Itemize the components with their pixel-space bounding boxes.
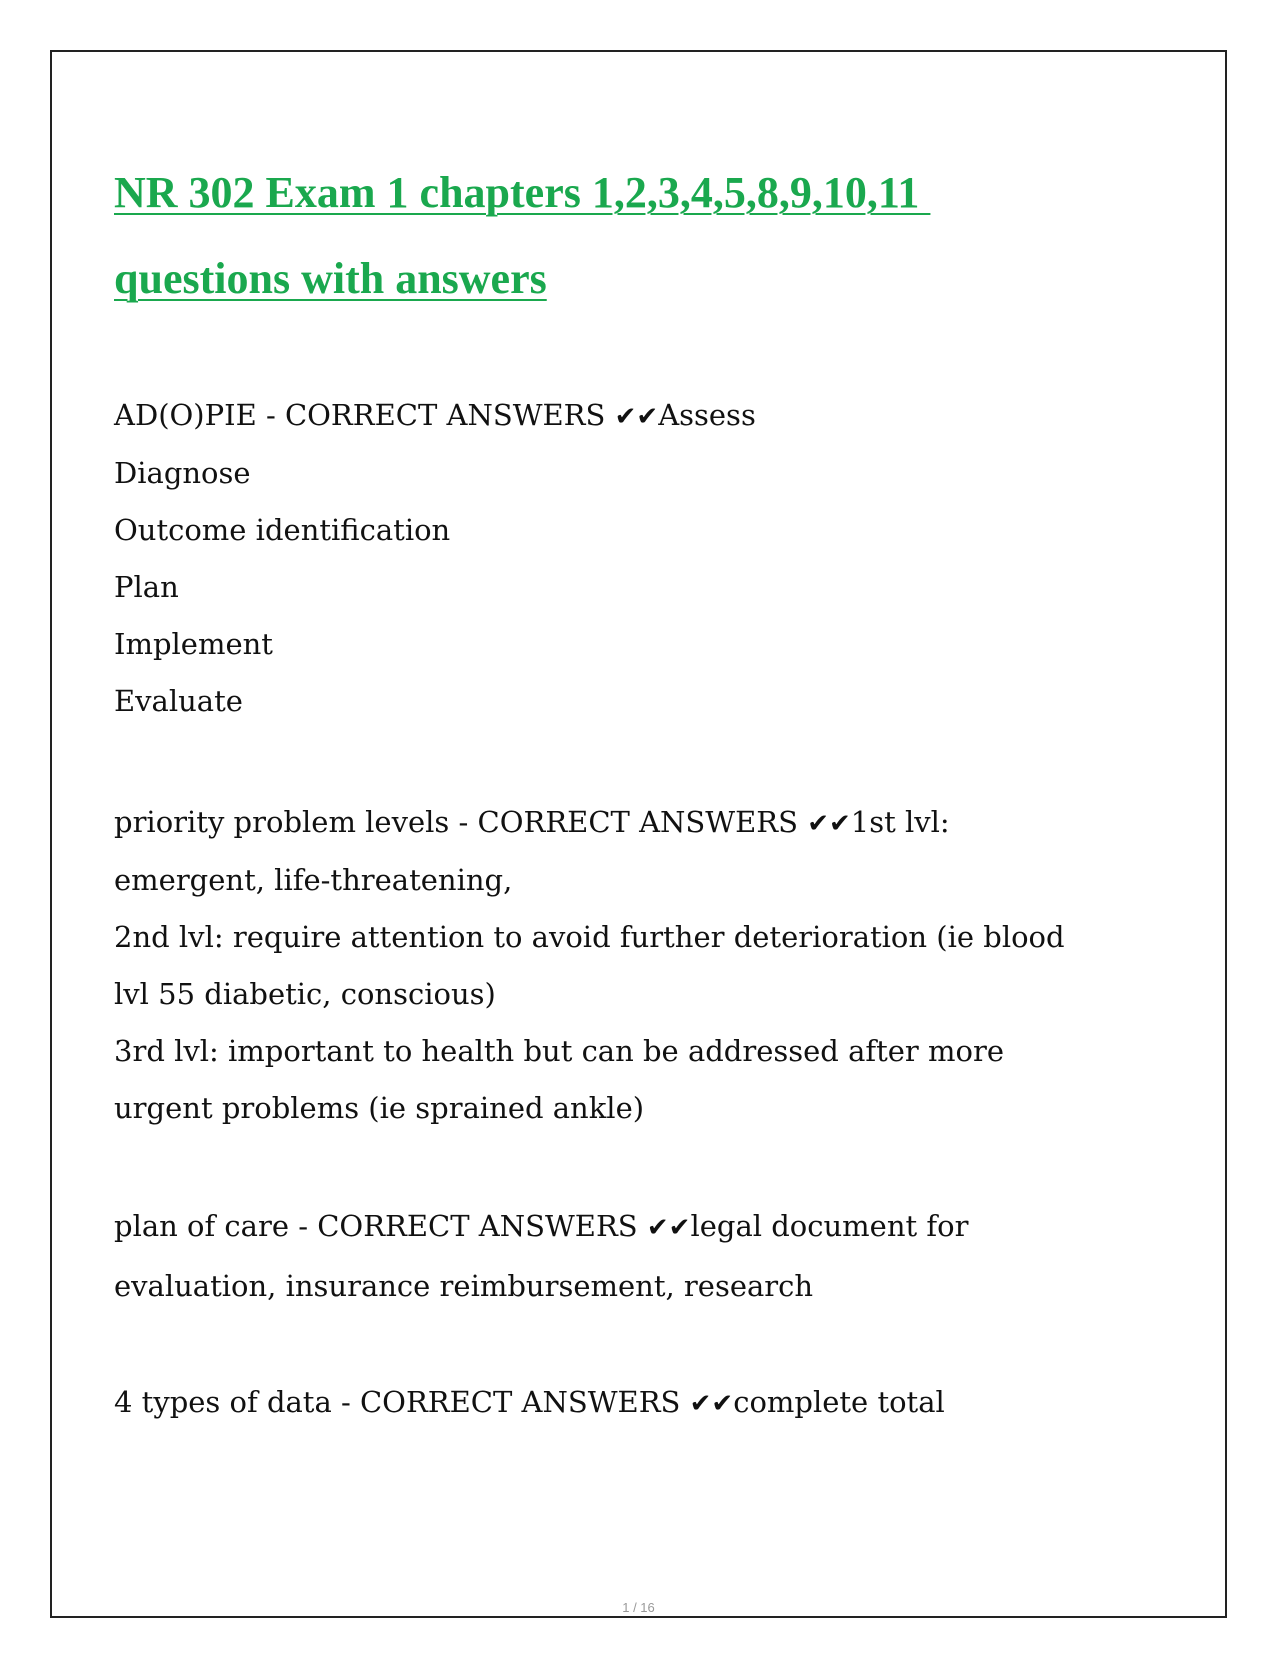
qa-separator: - CORRECT ANSWERS <box>256 398 615 432</box>
qa-answer-line: 3rd lvl: important to health but can be addressed after more <box>114 1034 1004 1068</box>
page-title <box>114 150 1114 322</box>
qa-answer-line: 1st lvl: <box>850 805 950 839</box>
double-checkmark-icon: ✔✔ <box>807 809 851 839</box>
qa-separator: - CORRECT ANSWERS <box>331 1385 690 1419</box>
qa-answer-line: 2nd lvl: require attention to avoid further deterioration (ie blood <box>114 920 1065 954</box>
document-page <box>50 50 1227 1618</box>
qa-question-line <box>114 1372 1164 1432</box>
qa-question-line <box>114 1196 1164 1256</box>
qa-answer-line: urgent problems (ie sprained ankle) <box>114 1091 645 1125</box>
qa-separator: - CORRECT ANSWERS <box>449 805 808 839</box>
qa-term: plan of care <box>114 1209 289 1243</box>
qa-term: AD(O)PIE <box>114 398 257 432</box>
qa-answer-line: Implement <box>114 627 273 661</box>
qa-separator: - CORRECT ANSWERS <box>289 1209 647 1243</box>
qa-question-line <box>114 385 1164 445</box>
page-number: 1 / 16 <box>622 1600 655 1615</box>
qa-answer-line: lvl 55 diabetic, conscious) <box>114 977 496 1011</box>
double-checkmark-icon: ✔✔ <box>614 402 659 432</box>
qa-item-adopie <box>114 385 1164 730</box>
double-checkmark-icon: ✔✔ <box>689 1389 734 1419</box>
qa-answer-line: Assess <box>658 398 756 432</box>
qa-answer-line: complete total <box>733 1385 945 1419</box>
qa-answer-line: Diagnose <box>114 456 251 490</box>
title-line-2: questions with answers <box>114 254 547 303</box>
qa-answer-line: Outcome identification <box>114 513 451 547</box>
qa-answer-line: Plan <box>114 570 179 604</box>
title-line-1: NR 302 Exam 1 chapters 1,2,3,4,5,8,9,10,11 <box>114 168 931 217</box>
qa-item-priority-problem-levels <box>114 792 1164 1137</box>
qa-term: priority problem levels <box>114 805 450 839</box>
qa-item-4-types-of-data <box>114 1372 1164 1432</box>
double-checkmark-icon: ✔✔ <box>646 1213 691 1243</box>
qa-answer-line: evaluation, insurance reimbursement, research <box>114 1269 814 1303</box>
qa-term: 4 types of data <box>114 1385 332 1419</box>
qa-answer-line: legal document for <box>690 1209 969 1243</box>
qa-answer-line: Evaluate <box>114 684 243 718</box>
qa-answer-line: emergent, life-threatening, <box>114 863 513 897</box>
qa-item-plan-of-care <box>114 1196 1164 1316</box>
qa-question-line <box>114 792 1164 852</box>
